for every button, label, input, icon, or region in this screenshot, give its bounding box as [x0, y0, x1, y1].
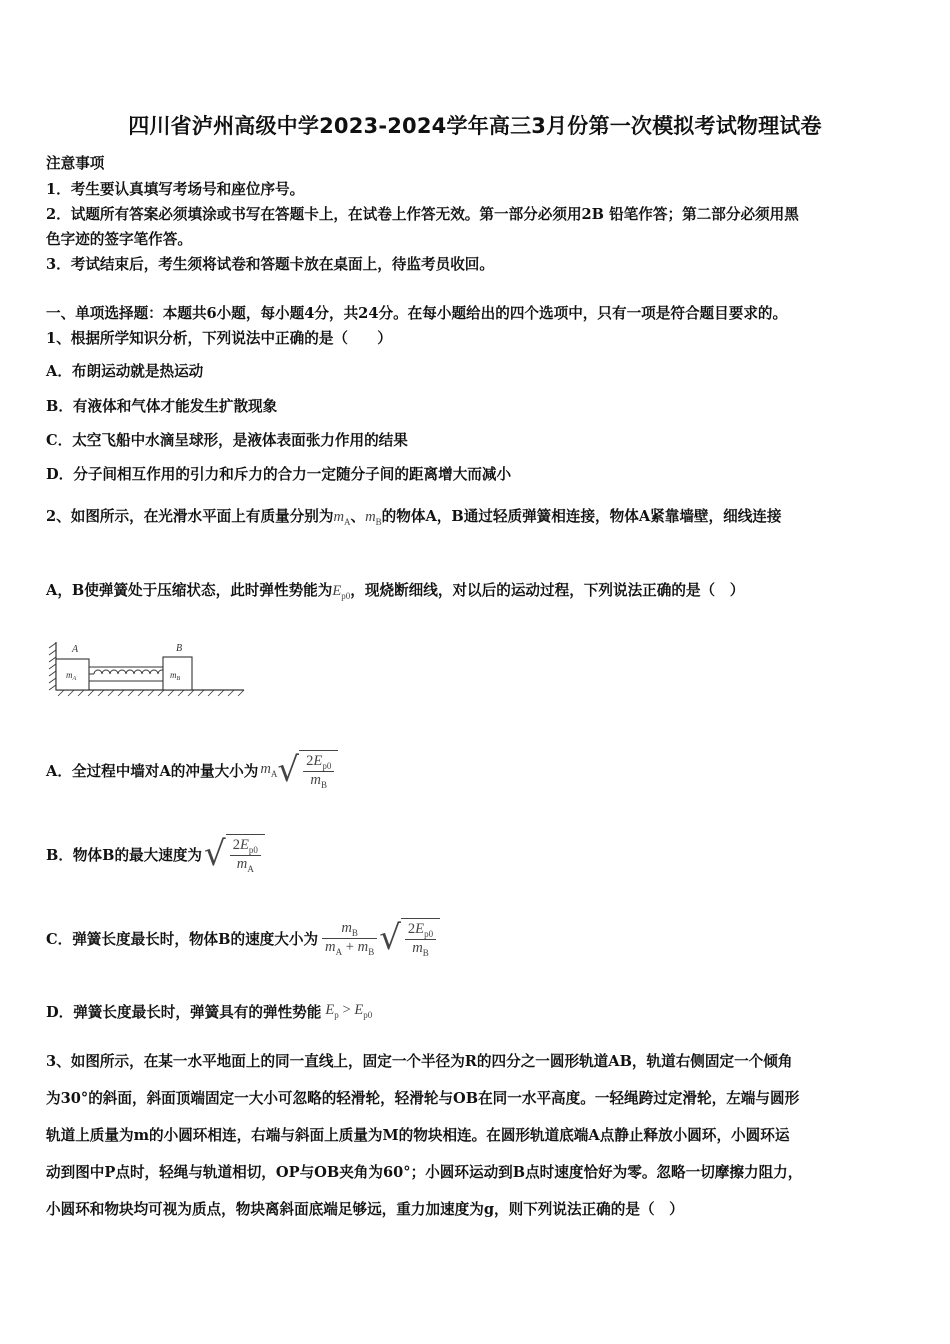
page-title: 四川省泸州高级中学2023-2024学年高三3月份第一次模拟考试物理试卷 — [128, 114, 822, 138]
question-2-option-a: A．全过程中墙对A的冲量大小为 $m_A$ √ $\frac{2E_{p0}}{m_B}$ — [46, 740, 910, 800]
spring-blocks-figure — [46, 638, 251, 700]
label-a: A — [72, 644, 79, 655]
section-header: 一、单项选择题：本题共6小题，每小题4分，共24分。在每小题给出的四个选项中，只有一项是符合题目要求的。 — [46, 305, 788, 322]
question-3-line: 3、如图所示，在某一水平地面上的同一直线上，固定一个半径为R的四分之一圆形轨道AB，轨道右侧固定一个倾角 — [46, 1053, 793, 1070]
notice-item: 3．考试结束后，考生须将试卷和答题卡放在桌面上，待监考员收回。 — [46, 256, 494, 273]
question-2-option-b: B．物体B的最大速度为 √ $\frac{2E_{p0}}{m_A}$ — [46, 824, 910, 884]
block-b — [163, 657, 192, 690]
question-2-stem-line-1: 2、如图所示，在光滑水平面上有质量分别为$m_A$、$m_B$的物体A，B通过轻质弹簧相连接，物体A紧靠墙壁，细线连接 — [46, 508, 782, 527]
question-3-line: 小圆环和物块均可视为质点，物块离斜面底端足够远，重力加速度为g，则下列说法正确的是（ ） — [46, 1201, 684, 1218]
question-2-option-c: C．弹簧长度最长时，物体B的速度大小为 $\frac{m_B}{m_A + m_B}$ √ $\frac{2E_{p0}}{m_B}$ — [46, 906, 910, 970]
question-3-line: 动到图中P点时，轻绳与轨道相切，OP与OB夹角为60°；小圆环运动到B点时速度恰好为零。忽略一切摩擦力阻力， — [46, 1164, 803, 1181]
notice-item: 色字迹的签字笔作答。 — [46, 231, 192, 248]
block-a-mass: $m_A$ — [66, 670, 77, 682]
notice-item: 1．考生要认真填写考场号和座位序号。 — [46, 181, 305, 198]
question-1-option-b: B．有液体和气体才能发生扩散现象 — [46, 398, 278, 415]
notice-heading: 注意事项 — [46, 155, 105, 172]
block-a — [56, 659, 89, 690]
notice-item: 2．试题所有答案必须填涂或书写在答题卡上，在试卷上作答无效。第一部分必须用2B 铅笔作答；第二部分必须用黑 — [46, 206, 799, 223]
question-1-option-d: D．分子间相互作用的引力和斥力的合力一定随分子间的距离增大而减小 — [46, 466, 512, 483]
block-b-mass: $m_B$ — [170, 670, 181, 682]
question-3-line: 轨道上质量为m的小圆环相连，右端与斜面上质量为M的物块相连。在圆形轨道底端A点静止释放小圆环，小圆环运 — [46, 1127, 790, 1144]
question-1-stem: 1、根据所学知识分析，下列说法中正确的是（ ） — [46, 330, 392, 347]
question-1-option-c: C．太空飞船中水滴呈球形，是液体表面张力作用的结果 — [46, 432, 408, 449]
question-1-option-a: A．布朗运动就是热运动 — [46, 363, 204, 380]
question-2-option-d: D．弹簧长度最长时，弹簧具有的弹性势能 $E_p > E_{p0}$ — [46, 1002, 373, 1021]
question-3-line: 为30°的斜面，斜面顶端固定一大小可忽略的轻滑轮，轻滑轮与OB在同一水平高度。一轻绳跨过定滑轮，左端与圆形 — [46, 1090, 800, 1107]
spring — [94, 670, 166, 674]
question-2-stem-line-2: A，B使弹簧处于压缩状态，此时弹性势能为$E_{p0}$，现烧断细线，对以后的运动过程，下列说法正确的是（ ） — [46, 582, 745, 601]
label-b: B — [176, 643, 183, 654]
